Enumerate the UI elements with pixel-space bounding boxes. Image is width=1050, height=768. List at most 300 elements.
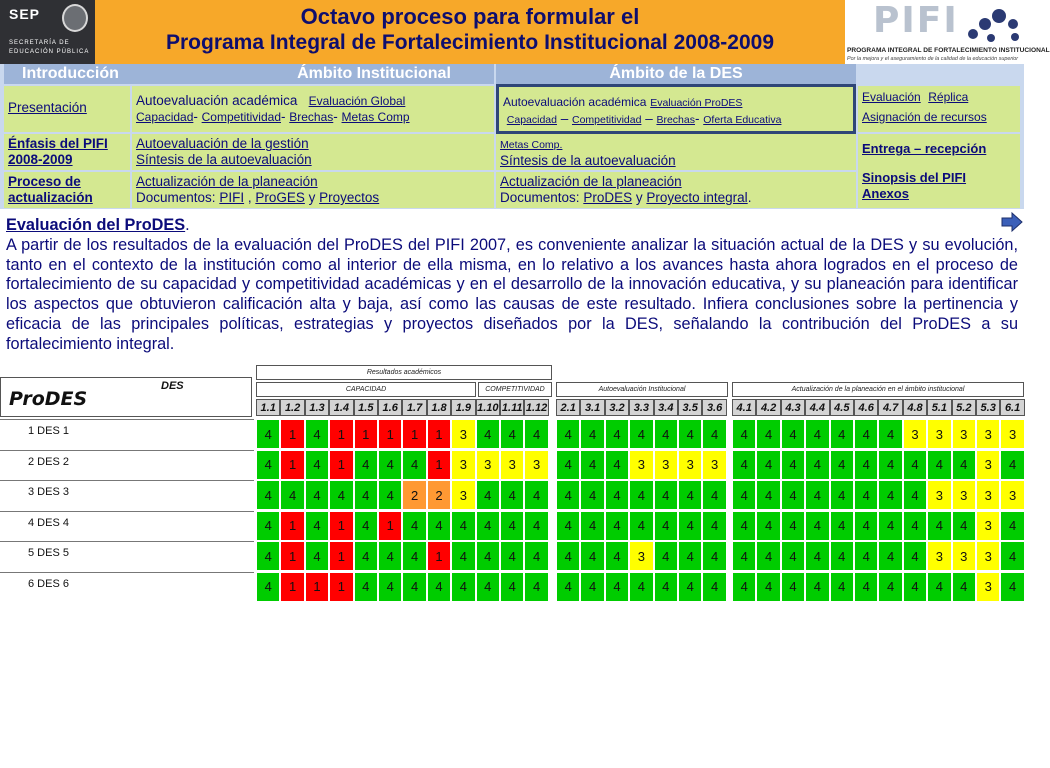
grid-cell: 4 (305, 511, 329, 541)
grid-cell: 4 (781, 572, 805, 602)
grid-cell: 4 (256, 480, 280, 510)
grid-cell: 4 (878, 511, 902, 541)
grid-cell: 4 (402, 511, 426, 541)
grid-cell: 4 (524, 480, 548, 510)
grid-cell: 4 (756, 572, 780, 602)
grid-cell: 4 (305, 541, 329, 571)
header-institucional: Ámbito Institucional (254, 64, 494, 84)
grid-cell: 4 (756, 419, 780, 449)
grid-cell: 1 (280, 511, 304, 541)
grid-cell: 4 (732, 511, 756, 541)
grid-cell: 2 (427, 480, 451, 510)
sep-logo-line2: EDUCACIÓN PÚBLICA (9, 49, 90, 55)
column-header: 3.5 (678, 399, 702, 416)
column-header: 1.1 (256, 399, 280, 416)
nav-enfasis[interactable] (4, 134, 130, 170)
grid-cell: 4 (903, 511, 927, 541)
grid-cell: 4 (732, 480, 756, 510)
grid-cell: 4 (756, 541, 780, 571)
grid-cell: 3 (927, 541, 951, 571)
grid-cell: 4 (354, 480, 378, 510)
grid-cell: 4 (678, 541, 702, 571)
grid-cell: 4 (878, 572, 902, 602)
link-oferta-educativa[interactable]: Oferta Educativa (703, 114, 782, 126)
column-header: 3.1 (580, 399, 604, 416)
grid-cell: 1 (280, 572, 304, 602)
nav-right-evaluacion (858, 86, 1020, 132)
column-header: 4.6 (854, 399, 878, 416)
grid-cell: 4 (854, 572, 878, 602)
grid-cell: 4 (654, 511, 678, 541)
link-evaluacion-prodes[interactable]: Evaluación ProDES (650, 97, 743, 109)
grid-cell: 4 (854, 419, 878, 449)
grid-cell: 4 (927, 450, 951, 480)
grid-cell: 4 (524, 572, 548, 602)
link-replica[interactable]: Réplica (928, 90, 969, 104)
sep-logo-line1: SECRETARÍA DE (9, 40, 70, 46)
grid-cell: 4 (830, 572, 854, 602)
grid-cell: 4 (854, 511, 878, 541)
link-sinopsis[interactable]: Sinopsis del PIFI (862, 170, 967, 185)
grid-cell: 4 (378, 480, 402, 510)
column-header: 4.5 (830, 399, 854, 416)
link-capacidad-inst[interactable]: Capacidad (136, 110, 194, 124)
grid-cell: 4 (830, 419, 854, 449)
prodes-brand: ProDES (9, 388, 88, 410)
grid-cell: 4 (500, 511, 524, 541)
text-autoevaluacion-inst: Autoevaluación académica (136, 93, 298, 108)
grid-cell: 4 (629, 511, 653, 541)
column-header: 1.12 (524, 399, 548, 416)
grid-cell: 4 (903, 450, 927, 480)
row-label: 2 DES 2 (0, 450, 254, 480)
grid-cell: 4 (280, 480, 304, 510)
navigation-panel (0, 64, 1024, 209)
nav-presentacion[interactable] (4, 86, 130, 132)
column-header: 1.4 (329, 399, 353, 416)
grid-cell: 4 (305, 450, 329, 480)
grid-cell: 4 (732, 450, 756, 480)
grid-cell: 4 (500, 419, 524, 449)
grid-cell: 4 (952, 511, 976, 541)
grid-cell: 3 (629, 450, 653, 480)
grid-cell: 4 (556, 480, 580, 510)
grid-cell: 3 (952, 480, 976, 510)
grid-cell: 4 (805, 450, 829, 480)
grid-cell: 4 (451, 572, 475, 602)
evaluation-text-block: Evaluación del ProDES. A partir de los resultados de la evaluación del ProDES del PIFI 2007, es conveniente analizar la situación actual de la DES y su evolución, tanto en el contexto de la institución como al interior de ella misma, en lo relativo a los avances hasta ahora logrados en el proceso de fortalecimiento de su capacidad y competitividad académicas y en el desarrollo de la innovación educativa, y su planeación para identificar los aspectos que obtuvieron calificación alta y baja, así como las causas de este resultado. Infiera conclusiones sobre la pertinencia y eficacia de las principales políticas, estrategias y proyectos diseñados por la DES, señalando la contribución del ProDES a su fortalecimiento integral. (6, 216, 1018, 353)
section-body: A partir de los resultados de la evaluación del ProDES del PIFI 2007, es conveniente analizar la situación actual de la DES y su evolución, tanto en el contexto de la institución como al interior de ella misma, en lo relativo a los avances hasta ahora logrados en el proceso de fortalecimiento de su capacidad y competitividad académicas y en el desarrollo de la innovación educativa, y su planeación para identificar los aspectos que obtuvieron calificación alta y baja, así como las causas de este resultado. Infiera conclusiones sobre la pertinencia y eficacia de las principales políticas, estrategias y proyectos diseñados por la DES, señalando la contribución del ProDES a su fortalecimiento integral. (6, 235, 1018, 353)
grid-cell: 4 (476, 541, 500, 571)
nav-inst-gestion (132, 134, 494, 170)
grid-cell: 4 (556, 419, 580, 449)
grid-cell: 4 (805, 511, 829, 541)
group-autoevaluacion: Autoevaluación Institucional (556, 382, 728, 397)
pifi-people-icon (963, 4, 1021, 46)
column-header: 1.7 (402, 399, 426, 416)
title-line2: Programa Integral de Fortalecimiento Institucional 2008-2009 (165, 31, 775, 54)
grid-cell: 4 (605, 419, 629, 449)
nav-des-autoevaluacion: Autoevaluación académica Evaluación ProDES Capacidad – Competitividad – Brechas- Oferta Educativa (496, 84, 856, 134)
column-header: 3.3 (629, 399, 653, 416)
grid-cell: 4 (732, 572, 756, 602)
grid-cell: 4 (329, 480, 353, 510)
link-proyecto-integral[interactable]: Proyecto integral (646, 190, 748, 205)
link-capacidad-des[interactable]: Capacidad (506, 114, 557, 126)
row-label: 5 DES 5 (0, 541, 254, 571)
link-brechas-des[interactable]: Brechas (656, 114, 695, 126)
link-entrega-recepcion[interactable]: Entrega – recepción (862, 141, 987, 156)
nav-des-actualizacion: Actualización de la planeación Documentos: ProDES y Proyecto integral. (496, 172, 856, 208)
grid-cell: 4 (580, 480, 604, 510)
grid-cell: 4 (830, 450, 854, 480)
column-header: 6.1 (1000, 399, 1024, 416)
pifi-logo-line1: PROGRAMA INTEGRAL DE FORTALECIMIENTO INSTITUCIONAL (847, 47, 1050, 54)
grid-cell: 4 (678, 480, 702, 510)
link-autoevaluacion-gestion[interactable]: Autoevaluación de la gestión (136, 136, 309, 151)
grid-cell: 4 (354, 511, 378, 541)
grid-cell: 4 (805, 572, 829, 602)
grid-cell: 4 (878, 480, 902, 510)
column-header: 2.1 (556, 399, 580, 416)
grid-cell: 3 (952, 541, 976, 571)
link-presentacion[interactable]: Presentación (8, 100, 87, 115)
column-header: 3.4 (654, 399, 678, 416)
title-line1: Octavo proceso para formular el (300, 4, 640, 29)
text-documentos-inst: Documentos: (136, 190, 216, 205)
grid-cell: 4 (878, 450, 902, 480)
grid-cell: 4 (605, 572, 629, 602)
grid-cell: 3 (1000, 419, 1024, 449)
grid-cell: 4 (830, 511, 854, 541)
column-header: 4.7 (878, 399, 902, 416)
grid-cell: 4 (524, 511, 548, 541)
link-competitividad-inst[interactable]: Competitividad (201, 110, 281, 124)
grid-cell: 4 (654, 541, 678, 571)
grid-cell: 4 (476, 572, 500, 602)
section-heading: Evaluación del ProDES (6, 216, 186, 234)
nav-des-sintesis (496, 134, 856, 170)
grid-cell: 4 (702, 511, 726, 541)
grid-cell: 4 (402, 572, 426, 602)
grid-cell: 4 (427, 572, 451, 602)
grid-cell: 4 (556, 511, 580, 541)
header-des: Ámbito de la DES (496, 64, 856, 84)
link-proges[interactable]: ProGES (255, 190, 305, 205)
link-brechas-inst[interactable]: Brechas (289, 110, 334, 124)
prodes-results-grid (0, 365, 1024, 605)
page-title (95, 0, 845, 64)
grid-cell: 3 (976, 541, 1000, 571)
grid-cell: 4 (580, 450, 604, 480)
grid-cell: 4 (556, 450, 580, 480)
grid-cell: 3 (976, 511, 1000, 541)
grid-cell: 4 (629, 480, 653, 510)
row-label: 3 DES 3 (0, 480, 254, 510)
column-header: 1.11 (500, 399, 524, 416)
grid-cell: 1 (329, 450, 353, 480)
grid-cell: 4 (732, 419, 756, 449)
grid-cell: 4 (702, 480, 726, 510)
grid-cell: 3 (629, 541, 653, 571)
grid-cell: 4 (654, 480, 678, 510)
text-documentos-des: Documentos: (500, 190, 580, 205)
grid-cell: 4 (805, 419, 829, 449)
grid-cell: 4 (805, 541, 829, 571)
row-label: 6 DES 6 (0, 572, 254, 602)
column-header: 5.1 (927, 399, 951, 416)
nav-sinopsis-anexos (858, 170, 1020, 208)
grid-cell: 3 (500, 450, 524, 480)
row-label: 4 DES 4 (0, 511, 254, 541)
grid-cell: 1 (402, 419, 426, 449)
grid-cell: 4 (952, 572, 976, 602)
grid-cell: 4 (402, 541, 426, 571)
grid-cell: 3 (927, 480, 951, 510)
column-header: 5.2 (952, 399, 976, 416)
column-header: 4.1 (732, 399, 756, 416)
grid-cell: 1 (329, 419, 353, 449)
grid-cell: 4 (305, 480, 329, 510)
grid-cell: 4 (756, 480, 780, 510)
grid-cell: 4 (629, 572, 653, 602)
grid-cell: 4 (830, 541, 854, 571)
grid-cell: 4 (702, 541, 726, 571)
grid-cell: 1 (427, 450, 451, 480)
link-actualizacion-inst[interactable]: Actualización de la planeación (136, 174, 318, 189)
link-evaluacion[interactable]: Evaluación (862, 90, 921, 104)
grid-cell: 4 (927, 511, 951, 541)
grid-cell: 4 (256, 511, 280, 541)
grid-cell: 3 (476, 450, 500, 480)
column-header: 4.8 (903, 399, 927, 416)
grid-cell: 4 (702, 572, 726, 602)
link-anexos[interactable]: Anexos (862, 186, 909, 201)
nav-inst-actualizacion: Actualización de la planeación Documentos: PIFI , ProGES y Proyectos (132, 172, 494, 208)
grid-cell: 4 (678, 419, 702, 449)
grid-header-box (0, 377, 252, 417)
sep-logo (0, 0, 95, 64)
column-header: 4.2 (756, 399, 780, 416)
grid-cell: 4 (580, 511, 604, 541)
grid-cell: 4 (781, 541, 805, 571)
grid-cell: 3 (451, 419, 475, 449)
grid-cell: 4 (1000, 450, 1024, 480)
grid-cell: 4 (878, 541, 902, 571)
nav-inst-autoevaluacion: Autoevaluación académica Evaluación Global Capacidad- Competitividad- Brechas- Metas Comp (132, 86, 494, 132)
row-label: 1 DES 1 (0, 419, 254, 449)
group-actualizacion: Actualización de la planeación en el ámbito institucional (732, 382, 1024, 397)
grid-cell: 4 (378, 450, 402, 480)
grid-cell: 4 (500, 572, 524, 602)
grid-cell: 1 (378, 511, 402, 541)
grid-cell: 4 (256, 572, 280, 602)
sep-logo-word: SEP (9, 6, 41, 22)
grid-cell: 1 (280, 450, 304, 480)
grid-cell: 4 (256, 541, 280, 571)
grid-cell: 4 (756, 450, 780, 480)
grid-cell: 4 (805, 480, 829, 510)
grid-cell: 4 (451, 511, 475, 541)
grid-cell: 4 (903, 572, 927, 602)
link-proyectos[interactable]: Proyectos (319, 190, 380, 205)
link-pifi[interactable]: PIFI (219, 190, 245, 205)
grid-cell: 4 (476, 480, 500, 510)
grid-cell: 4 (580, 572, 604, 602)
national-seal-icon (62, 4, 88, 32)
grid-cell: 4 (605, 541, 629, 571)
grid-cell: 4 (1000, 511, 1024, 541)
grid-cell: 2 (402, 480, 426, 510)
grid-cell: 4 (556, 541, 580, 571)
grid-cell: 3 (952, 419, 976, 449)
grid-cell: 4 (781, 419, 805, 449)
grid-cell: 4 (524, 419, 548, 449)
grid-cell: 4 (580, 541, 604, 571)
next-arrow-icon[interactable] (1002, 213, 1022, 231)
column-header: 1.10 (476, 399, 500, 416)
link-evaluacion-global[interactable]: Evaluación Global (308, 94, 406, 108)
grid-cell: 4 (732, 541, 756, 571)
column-header: 1.6 (378, 399, 402, 416)
grid-cell: 4 (451, 541, 475, 571)
nav-entrega[interactable] (858, 134, 1020, 170)
group-resultados: Resultados académicos (256, 365, 552, 380)
grid-cell: 4 (524, 541, 548, 571)
grid-cell: 4 (427, 511, 451, 541)
grid-cell: 4 (654, 572, 678, 602)
group-competitividad: COMPETITIVIDAD (478, 382, 552, 397)
grid-cell: 1 (280, 541, 304, 571)
column-header: 1.3 (305, 399, 329, 416)
grid-cell: 1 (354, 419, 378, 449)
pifi-logo-word: PIFI (873, 0, 959, 41)
grid-cell: 4 (476, 419, 500, 449)
link-sintesis-inst[interactable]: Síntesis de la autoevaluación (136, 152, 312, 167)
grid-cell: 4 (402, 450, 426, 480)
text-autoevaluacion-des: Autoevaluación académica (503, 95, 647, 109)
link-proceso-actualizacion[interactable]: Proceso de actualización (8, 174, 93, 205)
grid-cell: 3 (524, 450, 548, 480)
grid-cell: 1 (280, 419, 304, 449)
grid-cell: 4 (476, 511, 500, 541)
link-competitividad-des[interactable]: Competitividad (571, 114, 642, 126)
grid-cell: 1 (378, 419, 402, 449)
grid-cell: 4 (580, 419, 604, 449)
grid-cell: 4 (678, 511, 702, 541)
grid-cell: 4 (354, 572, 378, 602)
grid-cell: 4 (854, 541, 878, 571)
grid-cell: 4 (256, 419, 280, 449)
grid-cell: 1 (427, 419, 451, 449)
grid-cell: 4 (854, 480, 878, 510)
grid-cell: 4 (1000, 541, 1024, 571)
grid-cell: 3 (927, 419, 951, 449)
grid-cell: 4 (378, 572, 402, 602)
link-metas-inst[interactable]: Metas Comp (341, 110, 410, 124)
des-label: DES (161, 380, 184, 392)
grid-cell: 4 (605, 511, 629, 541)
grid-cell: 3 (451, 450, 475, 480)
grid-cell: 3 (976, 480, 1000, 510)
grid-cell: 3 (976, 450, 1000, 480)
grid-cell: 4 (781, 511, 805, 541)
grid-cell: 4 (854, 450, 878, 480)
grid-cell: 4 (500, 541, 524, 571)
grid-cell: 3 (451, 480, 475, 510)
grid-cell: 1 (329, 511, 353, 541)
grid-cell: 4 (878, 419, 902, 449)
grid-cell: 4 (629, 419, 653, 449)
column-header: 1.2 (280, 399, 304, 416)
grid-cell: 1 (329, 572, 353, 602)
grid-cell: 4 (756, 511, 780, 541)
link-sintesis-des[interactable]: Síntesis de la autoevaluación (500, 153, 676, 168)
grid-cell: 1 (329, 541, 353, 571)
grid-cell: 3 (976, 419, 1000, 449)
grid-cell: 4 (354, 450, 378, 480)
grid-cell: 1 (305, 572, 329, 602)
grid-cell: 4 (830, 480, 854, 510)
grid-cell: 4 (378, 541, 402, 571)
grid-cell: 3 (903, 419, 927, 449)
grid-cell: 4 (781, 480, 805, 510)
grid-cell: 4 (781, 450, 805, 480)
grid-cell: 4 (952, 450, 976, 480)
link-actualizacion-des[interactable]: Actualización de la planeación (500, 174, 682, 189)
pifi-logo-line2: Por la mejora y el aseguramiento de la calidad de la educación superior (847, 56, 1019, 62)
grid-cell: 4 (702, 419, 726, 449)
grid-cell: 4 (256, 450, 280, 480)
grid-cell: 4 (927, 572, 951, 602)
link-metas-des[interactable]: Metas Comp. (500, 139, 563, 151)
column-header: 1.5 (354, 399, 378, 416)
grid-cell: 4 (903, 480, 927, 510)
column-header: 5.3 (976, 399, 1000, 416)
grid-cell: 4 (500, 480, 524, 510)
column-header: 3.2 (605, 399, 629, 416)
grid-cell: 3 (702, 450, 726, 480)
grid-cell: 1 (427, 541, 451, 571)
nav-proceso[interactable] (4, 172, 130, 208)
grid-cell: 4 (654, 419, 678, 449)
group-capacidad: CAPACIDAD (256, 382, 476, 397)
grid-cell: 3 (1000, 480, 1024, 510)
column-header: 3.6 (702, 399, 726, 416)
grid-cell: 4 (305, 419, 329, 449)
pifi-logo (845, 0, 1050, 64)
grid-cell: 4 (354, 541, 378, 571)
grid-cell: 4 (678, 572, 702, 602)
grid-cell: 3 (678, 450, 702, 480)
link-enfasis[interactable]: Énfasis del PIFI 2008-2009 (8, 136, 108, 167)
grid-cell: 4 (903, 541, 927, 571)
column-header: 4.4 (805, 399, 829, 416)
grid-cell: 3 (976, 572, 1000, 602)
header-intro: Introducción (4, 64, 254, 84)
grid-cell: 4 (556, 572, 580, 602)
grid-cell: 4 (605, 480, 629, 510)
text-y-inst: y (308, 190, 316, 205)
grid-cell: 4 (1000, 572, 1024, 602)
link-asignacion-recursos[interactable]: Asignación de recursos (862, 110, 987, 124)
column-header: 1.8 (427, 399, 451, 416)
grid-cell: 4 (605, 450, 629, 480)
link-prodes[interactable]: ProDES (583, 190, 633, 205)
grid-cell: 3 (654, 450, 678, 480)
column-header: 4.3 (781, 399, 805, 416)
text-y-des: y (635, 190, 643, 205)
